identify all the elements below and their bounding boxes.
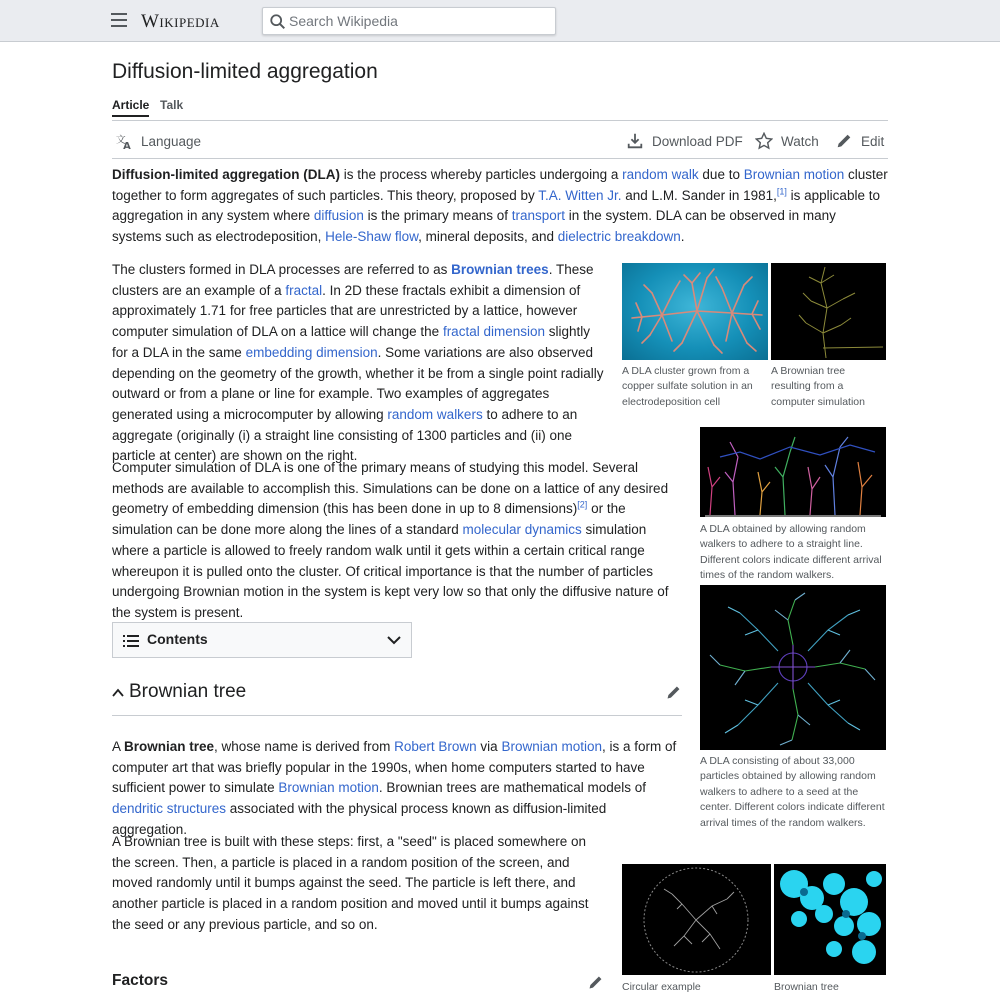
download-pdf-label: Download PDF <box>652 133 743 149</box>
link-fractal[interactable]: fractal <box>285 282 323 298</box>
link-molecular-dynamics[interactable]: molecular dynamics <box>462 522 582 538</box>
section-heading-factors: Factors <box>112 972 168 989</box>
article-subject: Diffusion-limited aggregation (DLA) <box>112 167 340 182</box>
section-heading-brownian-tree <box>112 680 682 716</box>
link-dendritic-structures[interactable]: dendritic structures <box>112 801 227 817</box>
link-fractal-dimension[interactable]: fractal dimension <box>442 324 545 340</box>
circular-example-image[interactable] <box>622 864 771 975</box>
page-title: Diffusion-limited aggregation <box>112 60 378 83</box>
tab-article[interactable]: Article <box>112 98 150 112</box>
link-random-walkers[interactable]: random walkers <box>387 406 483 422</box>
svg-text:A: A <box>123 141 131 150</box>
contents-label: Contents <box>147 631 208 647</box>
figure-caption-brownian-sim: A Brownian tree resulting from a computer simulation <box>771 365 865 408</box>
link-dielectric-breakdown[interactable]: dielectric breakdown <box>557 229 681 245</box>
brownian-tree-sim-image[interactable] <box>771 263 886 360</box>
tab-talk[interactable]: Talk <box>160 98 184 112</box>
copper-dendrite-graphic <box>622 263 768 360</box>
link-transport[interactable]: transport <box>511 208 566 224</box>
figure-caption-radial-dla: A DLA consisting of about 33,000 particles obtained by allowing random walkers to adhere to a seed at the center. Different colors indicate different arrival times of the random walkers. <box>700 755 885 829</box>
link-embedding-dimension[interactable]: embedding dimension <box>245 344 378 360</box>
brownian-tree-graphic <box>771 263 886 360</box>
section-title: Brownian tree <box>129 681 247 702</box>
blue-tree-graphic <box>774 864 886 975</box>
link-diffusion[interactable]: diffusion <box>313 208 364 224</box>
section-edit-pencil-icon[interactable] <box>665 684 682 701</box>
link-brownian-trees[interactable]: Brownian trees <box>451 262 549 277</box>
figure-caption-circular: Circular example <box>622 981 701 993</box>
main-menu-icon[interactable] <box>111 13 127 27</box>
language-label: Language <box>141 133 202 149</box>
reference-1[interactable]: [1] <box>776 186 787 197</box>
toolbar-divider <box>112 158 888 159</box>
line-dla-image[interactable] <box>700 427 886 517</box>
link-random-walk[interactable]: random walk <box>622 167 699 182</box>
figure-caption-copper: A DLA cluster grown from a copper sulfate solution in an electrodeposition cell <box>622 365 753 408</box>
language-icon <box>115 132 133 150</box>
copper-dla-image[interactable] <box>622 263 768 360</box>
brownian-tree-steps-paragraph: A Brownian tree is built with these steps: first, a "seed" is placed somewhere on the screen. Then, a particle is placed in a random position of the screen, and moved randomly until it bumps against the seed. The particle is left there, and another particle is placed in a random position and moved until it bumps against the seed or any previous particle, and so on. <box>112 834 589 932</box>
link-witten[interactable]: T.A. Witten Jr. <box>538 187 622 203</box>
download-pdf-button[interactable] <box>626 131 743 151</box>
download-icon <box>626 132 644 150</box>
line-dla-graphic <box>700 427 886 517</box>
list-icon <box>123 633 139 649</box>
tabs-divider <box>112 120 888 121</box>
link-brownian-motion-3[interactable]: Brownian motion <box>278 780 379 796</box>
search-box[interactable] <box>262 7 556 35</box>
simulation-paragraph: Computer simulation of DLA is one of the primary means of studying this model. Several methods are available to accomplish this. Simulations can be done on a lattice of any desired geometry of embedding dimension (this has been done in up to 8 dimensions)[2] or the simulation can be done more along the lines of a standard molecular dynamics simulation where a particle is allowed to freely random walk until it gets within a certain critical range whereupon it is pulled onto the cluster. Of critical importance is that the number of particles undergoing Brownian motion in the system is kept very low so that only the diffusive nature of the system is present. <box>112 460 669 620</box>
link-robert-brown[interactable]: Robert Brown <box>394 739 477 754</box>
chevron-down-icon <box>387 635 401 645</box>
top-bar <box>0 0 1000 42</box>
blue-brownian-tree-image[interactable] <box>774 864 886 975</box>
link-brownian-motion[interactable]: Brownian motion <box>743 167 845 182</box>
intro-paragraph: Diffusion-limited aggregation (DLA) is the process whereby particles undergoing a random walk due to Brownian motion cluster together to form aggregates of such particles. This theory, proposed by T.A. Witten Jr. and L.M. Sander in 1981,[1] is applicable to aggregation in any system where diffusion is the primary means of transport in the system. DLA can be observed in many systems such as electrodeposition, Hele-Shaw flow, mineral deposits, and dielectric breakdown. <box>112 167 888 245</box>
brownian-tree-paragraph: A Brownian tree, whose name is derived from Robert Brown via Brownian motion, is a form of computer art that was briefly popular in the 1990s, when home computers started to have sufficient power to simulate Brownian motion. Brownian trees are mathematical models of dendritic structures associated with the physical process known as diffusion-limited aggregation. <box>112 739 677 837</box>
figure-caption-line-dla: A DLA obtained by allowing random walkers to adhere to a straight line. Different colors indicate different arrival times of the random walkers. <box>700 523 882 582</box>
wikipedia-logo[interactable]: Wikipedia <box>141 11 220 32</box>
edit-button[interactable] <box>835 131 884 151</box>
circular-tree-graphic <box>622 864 771 975</box>
clusters-paragraph: The clusters formed in DLA processes are referred to as Brownian trees. These clusters are an example of a fractal. In 2D these fractals exhibit a dimension of approximately 1.71 for free particles that are unrestricted by a lattice, however computer simulation of DLA on a lattice will change the fractal dimension slightly for a DLA in the same embedding dimension. Some variations are also observed depending on the geometry of the growth, whether it be from a single point radially outward or from a plane or line for example. Two examples of aggregates generated using a microcomputer by allowing random walkers to adhere to an aggregate (originally (i) a straight line consisting of 1300 particles and (ii) one particle at center) are shown on the right. <box>112 262 604 464</box>
reference-2[interactable]: [2] <box>577 499 588 510</box>
radial-dla-image[interactable] <box>700 585 886 750</box>
chevron-up-icon[interactable] <box>112 687 124 699</box>
table-of-contents[interactable] <box>112 622 412 658</box>
search-input[interactable] <box>289 11 549 31</box>
link-brownian-motion-2[interactable]: Brownian motion <box>501 739 602 754</box>
watch-button[interactable] <box>755 131 819 151</box>
search-icon <box>269 13 287 31</box>
pencil-icon <box>835 132 853 150</box>
radial-dla-graphic <box>700 585 886 750</box>
language-button[interactable] <box>115 131 201 151</box>
figure-caption-blue-tree: Brownian tree <box>774 981 839 993</box>
watch-label: Watch <box>781 133 819 149</box>
edit-label: Edit <box>861 133 885 149</box>
svg-text:文: 文 <box>115 134 126 146</box>
star-icon <box>755 132 773 150</box>
factors-edit-pencil-icon[interactable] <box>587 974 604 991</box>
link-hele-shaw-flow[interactable]: Hele-Shaw flow <box>325 229 419 245</box>
